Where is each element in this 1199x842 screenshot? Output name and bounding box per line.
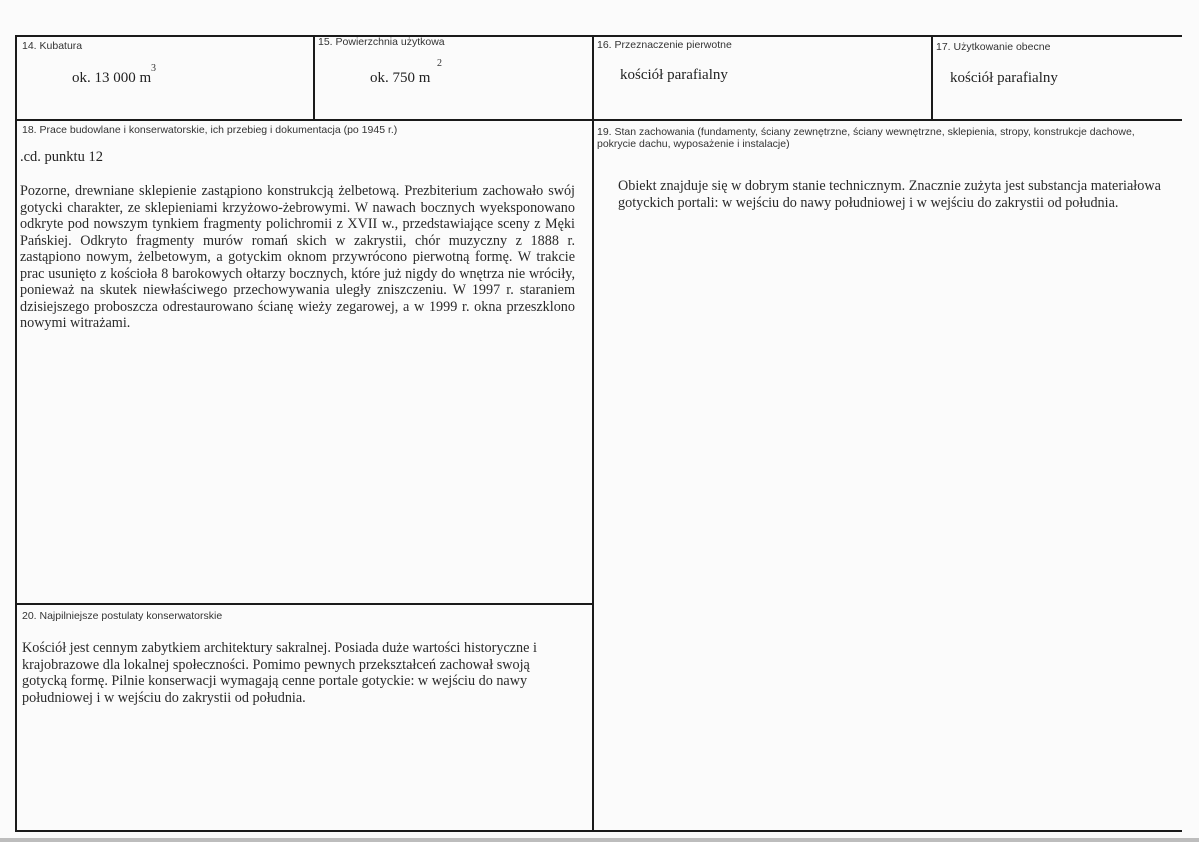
bottom-rule (15, 830, 1182, 832)
field-20-label: 20. Najpilniejsze postulaty konserwatorskie (22, 610, 223, 622)
divider-18-20 (15, 603, 593, 605)
field-15-label: 15. Powierzchnia użytkowa (318, 36, 445, 48)
field-20-text: Kościół jest cennym zabytkiem architektury sakralnej. Posiada duże wartości historyczne i krajobrazowe dla lokalnej społeczności. Pomimo pewnych przekształceń zachował swoją gotycką formę. Pilnie konserwacji wymagają cenne portale gotyckie: w wejściu do nawy południowej i w wejściu do zakrystii od południa. (22, 640, 537, 706)
field-18-text: Pozorne, drewniane sklepienie zastąpiono konstrukcją żelbetową. Prezbiterium zachowało swój gotycki charakter, ze sklepieniami krzyżowo-żebrowymi. W nawach bocznych wyeksponowano odkryte pod nowszym tynkiem fragmenty polichromii z XVII w., przedstawiające sceny z Męki Pańskiej. Odkryto fragmenty murów romań skich w zakrystii, chór muzyczny z 1888 r. zastąpiono nowym, żelbetowym, a gotyckim oknom przywrócono pierwotną formę. W trakcie prac usunięto z kościoła 8 barokowych ołtarzy bocznych, które już nigdy do wnętrza nie wróciły, ponieważ na skutek niewłaściwego przechowywania uległy zniszczeniu. W 1997 r. staraniem dzisiejszego proboszcza odrestaurowano ścianę wieży zegarowej, a w 1999 r. okna przeszklono nowymi witrażami. (20, 183, 575, 331)
center-divider (592, 35, 594, 831)
field-19-text: Obiekt znajduje się w dobrym stanie technicznym. Znacznie zużyta jest substancja materiałowa gotyckich portali: w wejściu do nawy południowej i w wejściu do zakrystii od południa. (618, 178, 1161, 211)
row-divider (15, 119, 1182, 121)
field-16-label: 16. Przeznaczenie pierwotne (597, 39, 732, 51)
field-14-value: ok. 13 000 m (72, 70, 152, 86)
divider-16-17 (931, 35, 933, 120)
field-17-value: kościół parafialny (950, 70, 1058, 86)
field-14-unit-exponent: 3 (151, 63, 156, 74)
field-15-value: ok. 750 m (370, 70, 431, 86)
left-border (15, 35, 17, 831)
field-16-value: kościół parafialny (620, 67, 728, 83)
field-18-continuation: .cd. punktu 12 (20, 149, 103, 165)
field-17-label: 17. Użytkowanie obecne (936, 41, 1051, 53)
field-19-label: 19. Stan zachowania (fundamenty, ściany zewnętrzne, ściany wewnętrzne, sklepienia, stropy, konstrukcje dachowe, pokrycie dachu, wyposażenie i instalacje) (597, 126, 1135, 150)
top-rule (15, 35, 1182, 37)
scan-edge (0, 838, 1199, 842)
field-14-label: 14. Kubatura (22, 40, 83, 52)
field-18-label: 18. Prace budowlane i konserwatorskie, ich przebieg i dokumentacja (po 1945 r.) (22, 124, 398, 136)
divider-14-15 (313, 35, 315, 120)
field-15-unit-exponent: 2 (437, 58, 442, 69)
